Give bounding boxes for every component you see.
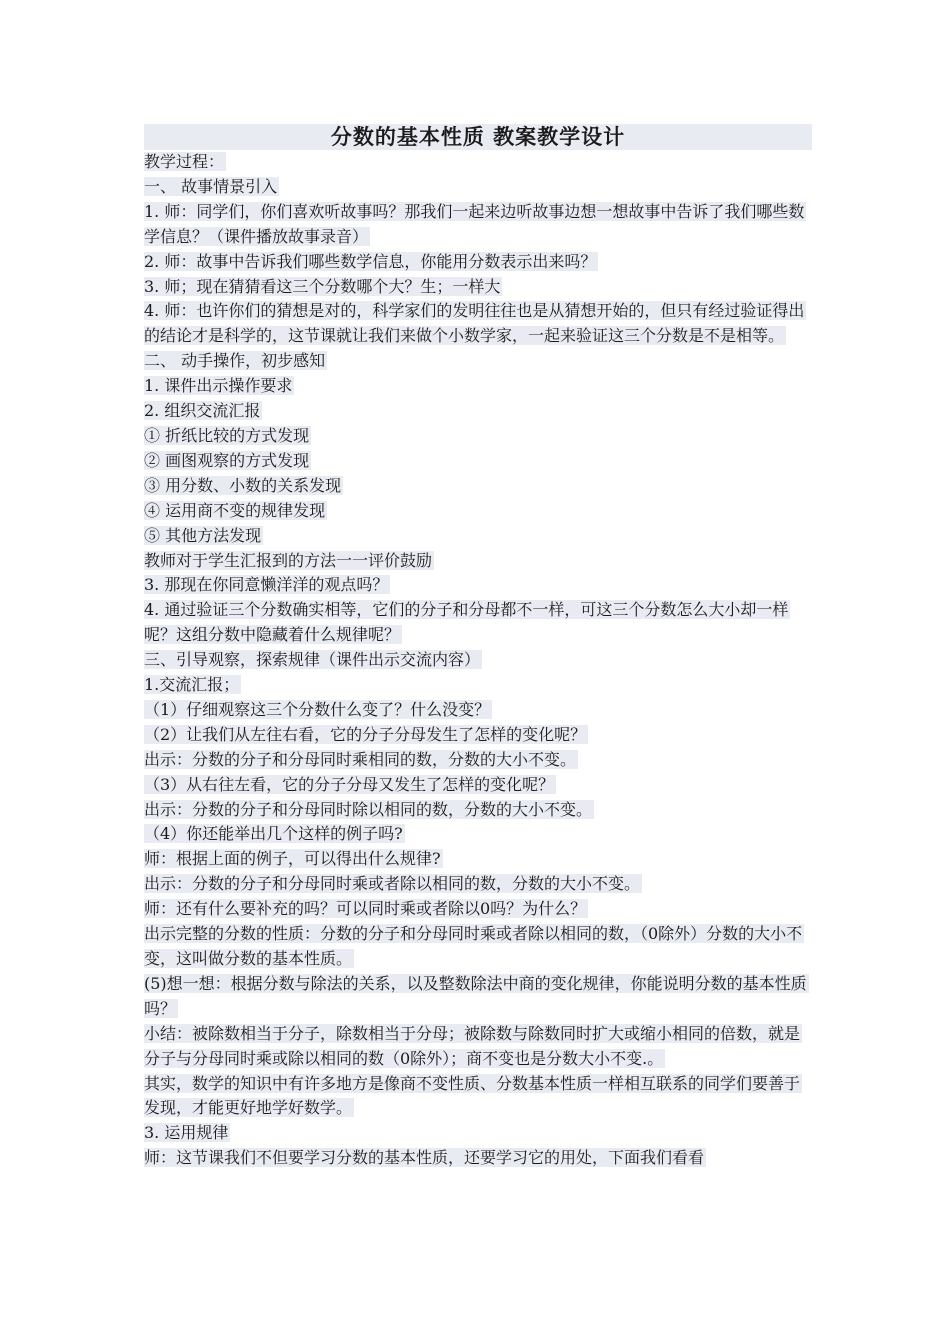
paragraph-text: 三、引导观察，探索规律（课件出示交流内容） bbox=[144, 650, 481, 670]
paragraph bbox=[144, 200, 812, 250]
paragraph bbox=[144, 250, 812, 275]
paragraph bbox=[144, 1022, 812, 1072]
paragraph bbox=[144, 549, 812, 574]
paragraph-text: (5)想一想：根据分数与除法的关系，以及整数除法中商的变化规律，你能说明分数的基本性质吗？ bbox=[144, 973, 807, 1018]
paragraph bbox=[144, 150, 812, 175]
paragraph-text: 1. 课件出示操作要求 bbox=[144, 376, 293, 396]
paragraph-text: 其实，数学的知识中有许多地方是像商不变性质、分数基本性质一样相互联系的同学们要善于发现，才能更好地学好数学。 bbox=[144, 1073, 801, 1118]
paragraph bbox=[144, 1121, 812, 1146]
document-page bbox=[144, 124, 812, 1171]
paragraph-text: 4. 师：也许你们的猜想是对的，科学家们的发明往往也是从猜想开始的，但只有经过验证得出的结论才是科学的，这节课就让我们来做个小数学家，一起来验证这三个分数是不是相等。 bbox=[144, 301, 805, 346]
paragraph-text: 出示：分数的分子和分母同时乘相同的数，分数的大小不变。 bbox=[144, 749, 577, 769]
paragraph bbox=[144, 424, 812, 449]
paragraph bbox=[144, 598, 812, 648]
paragraph bbox=[144, 822, 812, 847]
paragraph bbox=[144, 374, 812, 399]
paragraph-text: （4）你还能举出几个这样的例子吗? bbox=[144, 824, 403, 844]
paragraph-text: 出示完整的分数的性质：分数的分子和分母同时乘或者除以相同的数，（0除外）分数的大小不变，这叫做分数的基本性质。 bbox=[144, 924, 803, 968]
paragraph bbox=[144, 847, 812, 872]
paragraph bbox=[144, 449, 812, 474]
paragraph-text: 师：根据上面的例子，可以得出什么规律? bbox=[144, 849, 441, 869]
paragraph bbox=[144, 673, 812, 698]
paragraph bbox=[144, 299, 812, 349]
paragraph bbox=[144, 499, 812, 524]
paragraph-text: 3. 运用规律 bbox=[144, 1123, 229, 1143]
paragraph-text: 一、 故事情景引入 bbox=[144, 176, 278, 196]
paragraph-text: 2. 师：故事中告诉我们哪些数学信息，你能用分数表示出来吗？ bbox=[144, 251, 597, 271]
paragraph bbox=[144, 573, 812, 598]
paragraph-text: 出示：分数的分子和分母同时乘或者除以相同的数，分数的大小不变。 bbox=[144, 874, 641, 894]
paragraph-text: 3. 师；现在猜猜看这三个分数哪个大？生；一样大 bbox=[144, 276, 501, 296]
paragraph-text: 教师对于学生汇报到的方法一一评价鼓励 bbox=[144, 550, 433, 570]
paragraph-text: 师：这节课我们不但要学习分数的基本性质，还要学习它的用处，下面我们看看 bbox=[144, 1148, 705, 1168]
paragraph-text: 2. 组织交流汇报 bbox=[144, 401, 261, 421]
document-title bbox=[144, 124, 812, 150]
paragraph-text: 1. 师：同学们，你们喜欢听故事吗？那我们一起来边听故事边想一想故事中告诉了我们哪些数学信息？（课件播放故事录音） bbox=[144, 201, 805, 246]
paragraph bbox=[144, 723, 812, 748]
paragraph bbox=[144, 399, 812, 424]
paragraph-text: ① 折纸比较的方式发现 bbox=[144, 425, 310, 445]
paragraph bbox=[144, 897, 812, 922]
paragraph bbox=[144, 972, 812, 1022]
paragraph-text: ③ 用分数、小数的关系发现 bbox=[144, 475, 342, 495]
paragraph-text: 小结：被除数相当于分子，除数相当于分母；被除数与除数同时扩大或缩小相同的倍数，就是分子与分母同时乘或除以相同的数（0除外）；商不变也是分数大小不变.。 bbox=[144, 1023, 801, 1068]
paragraph-text: ② 画图观察的方式发现 bbox=[144, 450, 310, 470]
paragraph-text: 1.交流汇报； bbox=[144, 675, 240, 695]
paragraph-text: （3）从右往左看，它的分子分母又发生了怎样的变化呢？ bbox=[144, 774, 555, 794]
paragraph-text: （2）让我们从左往右看，它的分子分母发生了怎样的变化呢？ bbox=[144, 724, 587, 744]
paragraph-text: 二、 动手操作，初步感知 bbox=[144, 351, 326, 371]
paragraph bbox=[144, 698, 812, 723]
paragraph bbox=[144, 798, 812, 823]
paragraph-text: ⑤ 其他方法发现 bbox=[144, 525, 262, 545]
paragraph bbox=[144, 648, 812, 673]
paragraph bbox=[144, 474, 812, 499]
paragraph-text: 教学过程： bbox=[144, 152, 225, 171]
paragraph bbox=[144, 275, 812, 300]
paragraph-text: 出示：分数的分子和分母同时除以相同的数，分数的大小不变。 bbox=[144, 799, 593, 819]
paragraph bbox=[144, 773, 812, 798]
title-text: 分数的基本性质 教案教学设计 bbox=[330, 125, 626, 149]
paragraph bbox=[144, 922, 812, 972]
paragraph bbox=[144, 1146, 812, 1171]
paragraph-text: 3. 那现在你同意懒洋洋的观点吗？ bbox=[144, 575, 389, 595]
paragraph bbox=[144, 349, 812, 374]
paragraph-text: 4. 通过验证三个分数确实相等，它们的分子和分母都不一样，可这三个分数怎么大小却一样呢？这组分数中隐藏着什么规律呢？ bbox=[144, 600, 789, 645]
paragraph bbox=[144, 1072, 812, 1122]
paragraph-text: （1）仔细观察这三个分数什么变了？什么没变？ bbox=[144, 699, 491, 719]
paragraph bbox=[144, 524, 812, 549]
document-body bbox=[144, 150, 812, 1171]
paragraph-text: 师：还有什么要补充的吗？可以同时乘或者除以0吗？为什么？ bbox=[144, 899, 587, 919]
paragraph bbox=[144, 872, 812, 897]
paragraph bbox=[144, 748, 812, 773]
paragraph-text: ④ 运用商不变的规律发现 bbox=[144, 500, 326, 520]
paragraph bbox=[144, 175, 812, 200]
